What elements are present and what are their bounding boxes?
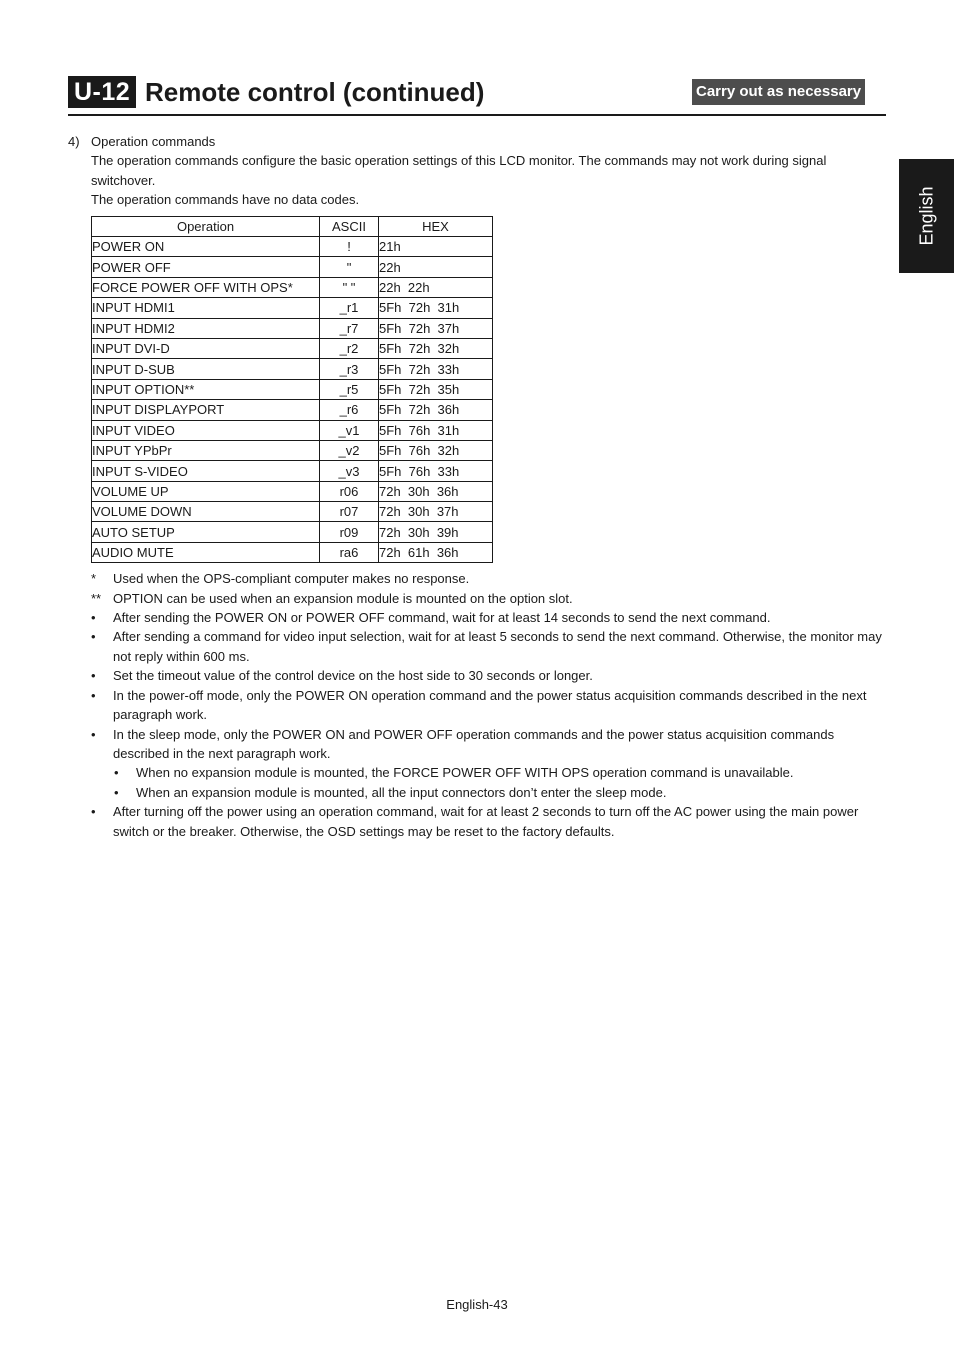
operation-cell: AUTO SETUP xyxy=(92,522,320,542)
note-item xyxy=(91,589,888,608)
column-header-hex: HEX xyxy=(379,216,493,236)
operation-cell: VOLUME UP xyxy=(92,481,320,501)
operation-cell: INPUT HDMI1 xyxy=(92,298,320,318)
note-item xyxy=(91,686,888,725)
hex-cell: 5Fh 76h 31h xyxy=(379,420,493,440)
operation-cell: INPUT YPbPr xyxy=(92,440,320,460)
page-title: Remote control (continued) xyxy=(145,77,485,107)
note-text: Set the timeout value of the control device on the host side to 30 seconds or longer. xyxy=(113,668,593,684)
bullet-marker: • xyxy=(91,726,96,742)
operation-cell: FORCE POWER OFF WITH OPS* xyxy=(92,277,320,297)
ascii-cell: _r7 xyxy=(320,318,379,338)
hex-cell: 72h 30h 39h xyxy=(379,522,493,542)
table-row xyxy=(92,400,493,420)
hex-cell: 5Fh 72h 33h xyxy=(379,359,493,379)
table-row xyxy=(92,481,493,501)
operation-commands-section xyxy=(68,132,888,210)
notes-list xyxy=(91,569,888,841)
table-header-row xyxy=(92,216,493,236)
table-row xyxy=(92,379,493,399)
ascii-cell: _r5 xyxy=(320,379,379,399)
ascii-cell: r07 xyxy=(320,502,379,522)
bullet-marker: • xyxy=(91,610,96,626)
sub-note-text: When an expansion module is mounted, all the input connectors don’t enter the sleep mode. xyxy=(136,784,667,800)
step-number: 4) xyxy=(68,134,80,149)
page-number: English-43 xyxy=(446,1297,508,1312)
ascii-cell: _r2 xyxy=(320,338,379,358)
note-item xyxy=(91,725,888,803)
ascii-cell: _r1 xyxy=(320,298,379,318)
language-label: English xyxy=(916,186,936,246)
note-item xyxy=(91,666,888,685)
table-row xyxy=(92,359,493,379)
intro-paragraph-no-data: The operation commands have no data codes. xyxy=(91,192,360,208)
section-heading: Operation commands xyxy=(91,134,216,149)
footnote-marker: ** xyxy=(91,590,102,606)
note-item xyxy=(91,802,888,841)
hex-cell: 22h 22h xyxy=(379,277,493,297)
column-header-ascii: ASCII xyxy=(320,216,379,236)
operation-cell: POWER OFF xyxy=(92,257,320,277)
bullet-marker: • xyxy=(91,629,96,645)
hex-cell: 5Fh 72h 31h xyxy=(379,298,493,318)
bullet-marker: • xyxy=(91,668,96,684)
table-row xyxy=(92,440,493,460)
ascii-cell: " " xyxy=(320,277,379,297)
table-row xyxy=(92,257,493,277)
sub-note-item xyxy=(113,783,888,802)
note-text: In the power-off mode, only the POWER ON operation command and the power status acquisition commands described in the next paragraph work. xyxy=(113,687,867,723)
operation-commands-table xyxy=(91,216,493,564)
table-body xyxy=(92,237,493,563)
operation-cell: INPUT DISPLAYPORT xyxy=(92,400,320,420)
note-text: After turning off the power using an operation command, wait for at least 2 seconds to turn off the AC power using the main power switch or the breaker. Otherwise, the OSD settings may be reset to the factory defaults. xyxy=(113,804,859,839)
hex-cell: 72h 30h 36h xyxy=(379,481,493,501)
ascii-cell: r09 xyxy=(320,522,379,542)
ascii-cell: r06 xyxy=(320,481,379,501)
note-text: Used when the OPS-compliant computer makes no response. xyxy=(113,571,470,587)
note-item xyxy=(91,627,888,666)
ascii-cell: _r3 xyxy=(320,359,379,379)
hex-cell: 5Fh 72h 32h xyxy=(379,338,493,358)
ascii-cell: _v1 xyxy=(320,420,379,440)
table-row xyxy=(92,502,493,522)
bullet-marker: • xyxy=(114,765,119,781)
bullet-marker: • xyxy=(114,784,119,800)
ascii-cell: ra6 xyxy=(320,542,379,562)
language-side-tab xyxy=(899,159,954,273)
operation-cell: INPUT D-SUB xyxy=(92,359,320,379)
table-row xyxy=(92,542,493,562)
hex-cell: 22h xyxy=(379,257,493,277)
sub-note-list xyxy=(113,763,888,802)
hex-cell: 5Fh 72h 37h xyxy=(379,318,493,338)
note-text: OPTION can be used when an expansion module is mounted on the option slot. xyxy=(113,590,573,606)
hex-cell: 72h 61h 36h xyxy=(379,542,493,562)
hex-cell: 5Fh 76h 32h xyxy=(379,440,493,460)
note-item xyxy=(91,608,888,627)
table-row xyxy=(92,318,493,338)
note-text: In the sleep mode, only the POWER ON and POWER OFF operation commands and the power status acquisition commands described in the next paragraph work. xyxy=(113,726,835,761)
table-row xyxy=(92,237,493,257)
column-header-operation: Operation xyxy=(92,216,320,236)
hex-cell: 21h xyxy=(379,237,493,257)
table-row xyxy=(92,277,493,297)
bullet-marker: • xyxy=(91,804,96,820)
operation-cell: INPUT S-VIDEO xyxy=(92,461,320,481)
footnote-marker: * xyxy=(91,571,97,587)
operation-cell: VOLUME DOWN xyxy=(92,502,320,522)
ascii-cell: " xyxy=(320,257,379,277)
note-text: After sending a command for video input selection, wait for at least 5 seconds to send the next command. Otherwise, the monitor may not reply within 600 ms. xyxy=(113,629,882,664)
main-content xyxy=(68,132,888,841)
page-header xyxy=(68,74,886,116)
operation-cell: INPUT DVI-D xyxy=(92,338,320,358)
operation-cell: INPUT OPTION** xyxy=(92,379,320,399)
carry-out-tag: Carry out as necessary xyxy=(692,79,865,105)
ascii-cell: _v2 xyxy=(320,440,379,460)
table-row xyxy=(92,298,493,318)
operation-cell: INPUT VIDEO xyxy=(92,420,320,440)
table-row xyxy=(92,461,493,481)
table-row xyxy=(92,420,493,440)
section-badge: U-12 xyxy=(68,76,136,108)
hex-cell: 5Fh 72h 35h xyxy=(379,379,493,399)
intro-paragraph: The operation commands configure the basic operation settings of this LCD monitor. The commands may not work during signal switchover. xyxy=(91,153,827,188)
hex-cell: 5Fh 72h 36h xyxy=(379,400,493,420)
ascii-cell: _v3 xyxy=(320,461,379,481)
note-item xyxy=(91,569,888,588)
sub-note-item xyxy=(113,763,888,782)
operation-cell: POWER ON xyxy=(92,237,320,257)
sub-note-text: When no expansion module is mounted, the FORCE POWER OFF WITH OPS operation command is unavailable. xyxy=(136,765,794,781)
table-row xyxy=(92,522,493,542)
operation-cell: INPUT HDMI2 xyxy=(92,318,320,338)
ascii-cell: _r6 xyxy=(320,400,379,420)
hex-cell: 5Fh 76h 33h xyxy=(379,461,493,481)
ascii-cell: ! xyxy=(320,237,379,257)
operation-cell: AUDIO MUTE xyxy=(92,542,320,562)
table-row xyxy=(92,338,493,358)
bullet-marker: • xyxy=(91,687,96,703)
note-text: After sending the POWER ON or POWER OFF command, wait for at least 14 seconds to send the next command. xyxy=(113,610,771,626)
hex-cell: 72h 30h 37h xyxy=(379,502,493,522)
